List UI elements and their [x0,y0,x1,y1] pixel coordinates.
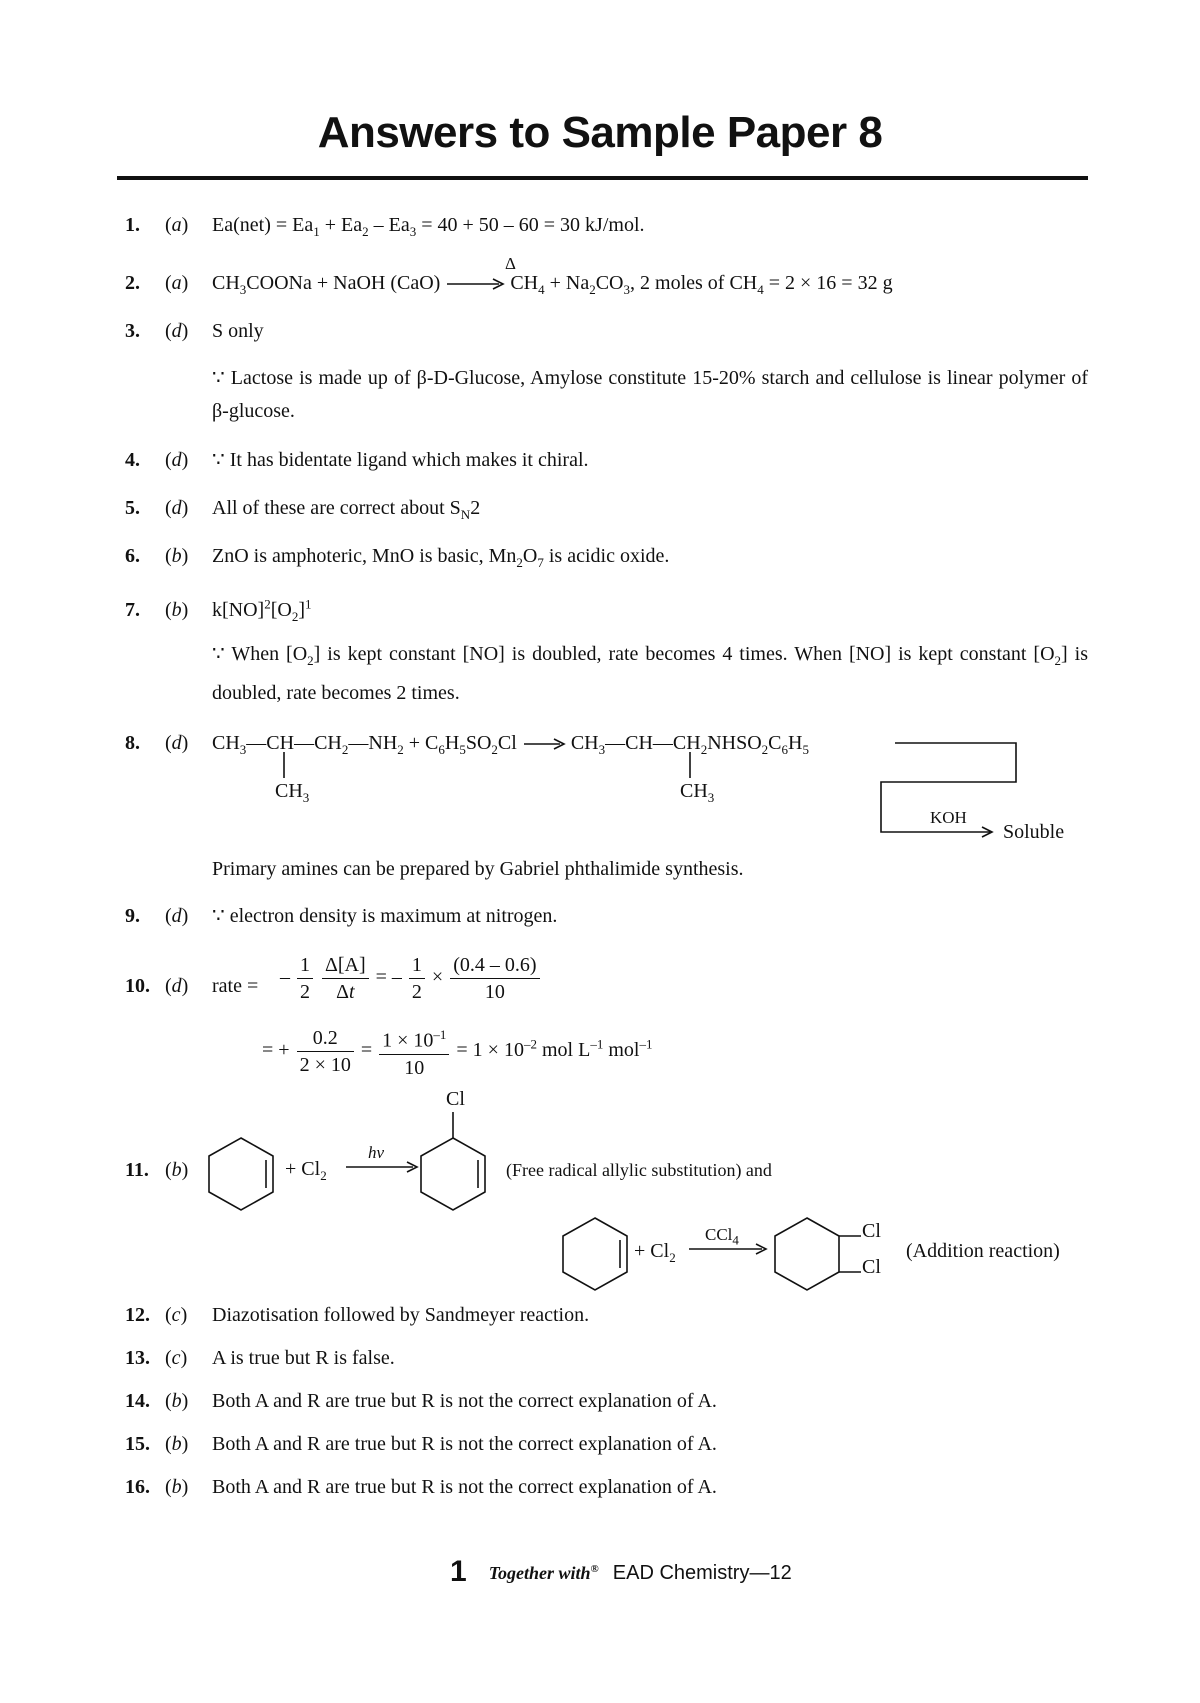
answer-option: ( b ) [165,597,212,623]
answer-number: 13. [125,1347,150,1369]
answer-option: ( d ) [165,903,212,929]
hv-label: hν [368,1143,385,1162]
ccl4-label: CCl$_4$ [705,1225,739,1248]
answer-option: ( a ) [165,270,212,296]
answer-number: 14. [125,1390,150,1412]
rate-result: = + $\frac{0.2}{2 \times 10}$ = $\frac{1 \times 10^{-1}}{10}$ = $1 \times 10^{-2}$ mol $L^{-1}$ mol$^{-1}$ [262,1022,652,1081]
page-footer [450,1555,792,1589]
answer-text: Both A and R are true but R is not the correct explanation of A. [212,1433,717,1455]
rate-expression: – $\frac{1}{2}$ $\frac{\Delta[A]}{\Delta t}$ = – $\frac{1}{2}$ × $\frac{(0.4 - 0.6)}{10}$ [280,952,542,1005]
answer-number: 2. [125,272,140,294]
soluble-label: Soluble [1003,821,1065,843]
answer-text: ∵ It has bidentate ligand which makes it chiral. [212,449,589,471]
page-title: Answers to Sample Paper 8 [317,108,883,157]
answer-number: 5. [125,497,140,519]
koh-label: KOH [930,808,967,827]
answer-text: $CH_3—CH—CH_2—NH_2 + C_6H_5SO_2Cl$ $CH_3—CH—CH_2NHSO_2C_6H_5$ [212,732,809,757]
answer-number: 7. [125,598,140,621]
answer-option: ( a ) [165,212,212,238]
answer-number: 16. [125,1476,150,1498]
answer-option: ( b ) [165,543,212,569]
answer-option: ( d ) [165,973,212,999]
cyclohexene-ring [563,1218,627,1290]
answer-text: All of these are correct about $S_N2$ [212,497,481,522]
answer-text: $CH_3COONa$ + NaOH (CaO) $CH_4 + Na_2CO_3$, 2 moles of $CH_4 = 2 \times 16 = 32$ g [212,272,893,297]
chlorine-substituent: Cl [862,1256,881,1278]
answer-number: 15. [125,1433,150,1455]
answer-number: 10. [125,975,150,997]
chlorine-reagent: + $Cl_2$ [285,1158,327,1183]
answer-number: 1. [125,214,140,236]
chlorine-reagent: + $Cl_2$ [634,1240,676,1265]
methyl-branch-2: $CH_3$ [680,780,715,805]
answer-text: S only [212,320,264,342]
allylic-note: (Free radical allylic substitution) and [506,1160,772,1180]
cyclohexene-ring [209,1138,273,1210]
answer-text: Both A and R are true but R is not the correct explanation of A. [212,1390,717,1412]
page-number: 1 [450,1555,467,1588]
answer-7-explanation: ∵ When $[O_2]$ is kept constant [NO] is doubled, rate becomes 4 times. When [NO] is kept constant $[O_2]$ is doubled, rate becomes 2 times. [212,643,1088,704]
answer-number: 3. [125,320,140,342]
answer-12 [125,1302,589,1328]
answer-text: rate = [212,975,259,997]
answer-8-explanation: Primary amines can be prepared by Gabriel phthalimide synthesis. [212,858,744,880]
answer-16 [125,1474,717,1500]
answer-text: A is true but R is false. [212,1347,395,1369]
answer-option: ( b ) [165,1431,212,1457]
answer-number: 4. [125,449,140,471]
answer-number: 9. [125,905,140,927]
answer-option: ( b ) [165,1157,212,1183]
chlorine-substituent: Cl [862,1220,881,1242]
answer-3-explanation: ∵ Lactose is made up of β-D-Glucose, Amylose constitute 15-20% starch and cellulose is linear polymer of β-glucose. [212,367,1088,422]
answer-text: ZnO is amphoteric, MnO is basic, $Mn_2O_7$ is acidic oxide. [212,545,670,570]
chlorocyclohexene-ring [421,1138,485,1210]
answer-number: 6. [125,545,140,567]
answer-13 [125,1345,395,1371]
brand-logo: Together with® [488,1563,599,1583]
answer-number: 12. [125,1304,150,1326]
answer-14 [125,1388,717,1414]
book-title: EAD Chemistry—12 [612,1562,792,1584]
answer-option: ( d ) [165,318,212,344]
methyl-branch-1: $CH_3$ [275,780,310,805]
answer-text: $k[NO]^2[O_2]^1$ [212,596,312,624]
answer-15 [125,1431,717,1457]
answer-text: ∵ electron density is maximum at nitrogen. [212,905,558,927]
answer-option: ( b ) [165,1388,212,1414]
answer-option: ( d ) [165,447,212,473]
answer-text: $Ea(net) = Ea_1 + Ea_2 - Ea_3 = 40 + 50 - 60 = 30$ kJ/mol. [212,214,645,239]
answer-text: Both A and R are true but R is not the correct explanation of A. [212,1476,717,1498]
answer-number: 8. [125,732,140,754]
addition-note: (Addition reaction) [906,1240,1060,1262]
answer-option: ( d ) [165,495,212,521]
chlorine-substituent: Cl [446,1088,465,1110]
answer-number: 11. [125,1159,149,1181]
answer-option: ( c ) [165,1345,212,1371]
answer-text: Diazotisation followed by Sandmeyer reaction. [212,1304,590,1326]
answer-option: ( c ) [165,1302,212,1328]
answer-option: ( b ) [165,1474,212,1500]
answer-option: ( d ) [165,730,212,756]
heat-label: Δ [505,254,516,273]
dichlorocyclohexane-ring [775,1218,839,1290]
